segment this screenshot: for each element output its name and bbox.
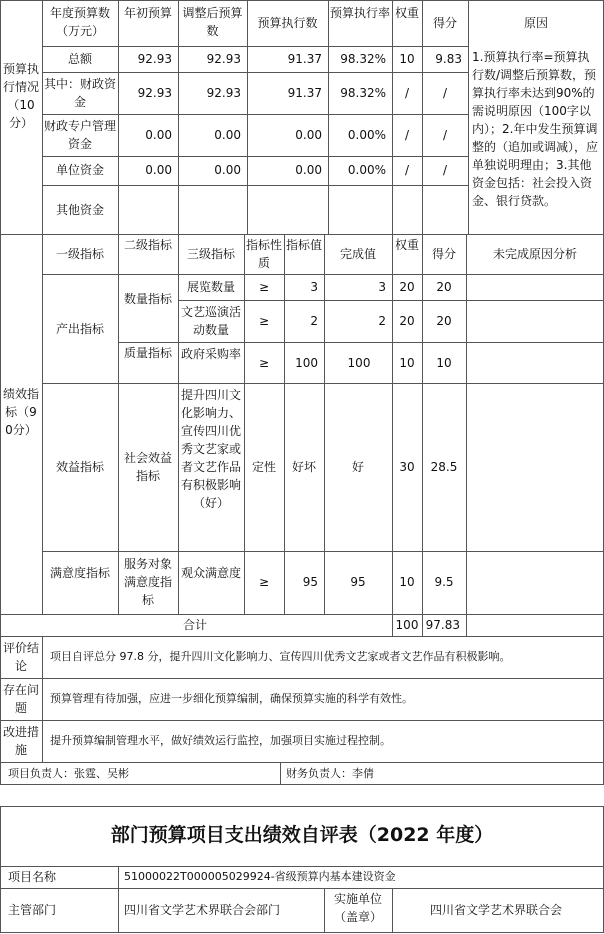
budget-section-label: 预算执行情况（10分） xyxy=(2,62,39,130)
budget-rate: 0.00% xyxy=(347,163,386,177)
header-weight: 权重 xyxy=(394,238,419,252)
budget-adjusted: 92.93 xyxy=(206,52,241,66)
total-score: 97.83 xyxy=(425,618,460,632)
output-level1: 产出指标 xyxy=(55,322,104,336)
issues-label: 存在问题 xyxy=(2,683,39,715)
finance-lead: 财务负责人：李倩 xyxy=(286,767,374,780)
project-name: 51000022T000005029924-省级预算内基本建设资金 xyxy=(124,870,396,883)
measures-label: 改进措施 xyxy=(2,725,39,757)
indicator-weight: 20 xyxy=(399,280,415,294)
budget-adjusted: 92.93 xyxy=(206,86,241,100)
budget-row-label: 总额 xyxy=(67,52,92,66)
budget-weight: / xyxy=(404,128,410,142)
budget-initial: 0.00 xyxy=(145,128,172,142)
header-actual: 完成值 xyxy=(339,247,376,261)
dept-label: 主管部门 xyxy=(8,903,57,917)
satisfaction-weight: 10 xyxy=(399,575,415,589)
header-weight: 权重 xyxy=(394,6,419,20)
satisfaction-target: 95 xyxy=(302,575,318,589)
benefit-target: 好坏 xyxy=(291,460,316,474)
indicator-actual: 3 xyxy=(378,280,386,294)
project-lead: 项目负责人：张霆、吴彬 xyxy=(8,767,129,780)
header-initial-budget: 年初预算 xyxy=(123,6,172,20)
conclusion-label: 评价结论 xyxy=(2,641,39,673)
budget-rate: 98.32% xyxy=(340,86,386,100)
satisfaction-score: 9.5 xyxy=(434,575,454,589)
header-level1: 一级指标 xyxy=(55,247,104,261)
budget-score: / xyxy=(442,163,448,177)
header-score: 得分 xyxy=(432,16,457,30)
indicator-actual: 2 xyxy=(378,314,386,328)
output-quality: 质量指标 xyxy=(123,346,172,360)
indicator-level3: 展览数量 xyxy=(186,280,235,294)
benefit-level3: 提升四川文化影响力、宣传四川优秀文艺家或者文艺作品有积极影响（好） xyxy=(180,388,241,510)
header-executed: 预算执行数 xyxy=(257,16,318,30)
header-level3: 三级指标 xyxy=(186,247,235,261)
budget-rate: 0.00% xyxy=(347,128,386,142)
budget-score: / xyxy=(442,86,448,100)
benefit-nature: 定性 xyxy=(251,460,276,474)
budget-executed: 0.00 xyxy=(295,163,322,177)
header-execution-rate: 预算执行率 xyxy=(330,6,391,20)
budget-initial: 92.93 xyxy=(137,86,172,100)
dept-name: 四川省文学艺术界联合会部门 xyxy=(124,903,281,917)
budget-executed: 91.37 xyxy=(287,52,322,66)
header-level2: 二级指标 xyxy=(123,238,172,252)
total-label: 合计 xyxy=(182,618,207,632)
header-target: 指标值 xyxy=(286,238,323,252)
total-weight: 100 xyxy=(395,618,419,632)
indicator-target: 3 xyxy=(310,280,318,294)
budget-row-label: 其中：财政资金 xyxy=(44,77,117,109)
indicator-actual: 100 xyxy=(347,356,371,370)
header-score: 得分 xyxy=(431,247,456,261)
budget-row-label: 其他资金 xyxy=(55,203,104,217)
budget-initial: 0.00 xyxy=(145,163,172,177)
project-name-label: 项目名称 xyxy=(8,870,57,884)
header-analysis: 未完成原因分析 xyxy=(492,247,577,261)
budget-adjusted: 0.00 xyxy=(214,128,241,142)
budget-weight: / xyxy=(404,86,410,100)
budget-rate: 98.32% xyxy=(340,52,386,66)
satisfaction-level3: 观众满意度 xyxy=(180,566,241,580)
header-reason: 原因 xyxy=(523,16,548,30)
budget-executed: 91.37 xyxy=(287,86,322,100)
benefit-level1: 效益指标 xyxy=(55,460,104,474)
indicator-weight: 20 xyxy=(399,314,415,328)
header-annual-budget: 年度预算数（万元） xyxy=(49,6,110,38)
impl-label: 实施单位（盖章） xyxy=(333,892,382,924)
satisfaction-nature: ≥ xyxy=(258,575,270,589)
budget-initial: 92.93 xyxy=(137,52,172,66)
indicator-nature: ≥ xyxy=(258,280,270,294)
satisfaction-level2: 服务对象满意度指标 xyxy=(123,557,172,607)
budget-weight: 10 xyxy=(399,52,415,66)
header-nature: 指标性质 xyxy=(246,238,283,270)
budget-weight: / xyxy=(404,163,410,177)
budget-row-label: 单位资金 xyxy=(55,163,104,177)
indicator-level3: 政府采购率 xyxy=(180,347,241,361)
indicator-target: 100 xyxy=(295,356,318,370)
budget-score: 9.83 xyxy=(435,52,462,66)
impl-name: 四川省文学艺术界联合会 xyxy=(430,903,563,917)
satisfaction-actual: 95 xyxy=(350,575,366,589)
budget-reason-text: 1.预算执行率=预算执行数/调整后预算数，预算执行率未达到90%的需说明原因（100字以内）；2.年中发生预算调整的（追加或调减），应单独说明理由；3.其他资金包括：社会投入资金、银行贷款。 xyxy=(472,50,599,208)
indicator-score: 20 xyxy=(436,314,452,328)
budget-score: / xyxy=(442,128,448,142)
indicator-weight: 10 xyxy=(399,356,415,370)
budget-adjusted: 0.00 xyxy=(214,163,241,177)
benefit-weight: 30 xyxy=(399,460,415,474)
benefit-level2: 社会效益指标 xyxy=(123,451,172,483)
indicator-target: 2 xyxy=(310,314,318,328)
benefit-score: 28.5 xyxy=(430,460,458,474)
output-quantity: 数量指标 xyxy=(123,292,172,306)
measures-text: 提升预算编制管理水平，做好绩效运行监控，加强项目实施过程控制。 xyxy=(50,734,391,747)
indicator-level3: 文艺巡演活动数量 xyxy=(180,305,241,337)
benefit-actual: 好 xyxy=(351,460,364,474)
budget-executed: 0.00 xyxy=(295,128,322,142)
indicator-score: 10 xyxy=(436,356,452,370)
header-adjusted-budget: 调整后预算数 xyxy=(182,6,243,38)
budget-row-label: 财政专户管理资金 xyxy=(44,119,117,151)
indicator-nature: ≥ xyxy=(258,314,270,328)
indicator-score: 20 xyxy=(436,280,452,294)
performance-section-label: 绩效指标（90分） xyxy=(2,387,39,437)
conclusion-text: 项目自评总分 97.8 分，提升四川文化影响力、宣传四川优秀文艺家或者文艺作品有积极影响。 xyxy=(50,650,511,663)
issues-text: 预算管理有待加强，应进一步细化预算编制，确保预算实施的科学有效性。 xyxy=(50,692,413,705)
indicator-nature: ≥ xyxy=(258,356,270,370)
satisfaction-level1: 满意度指标 xyxy=(49,566,110,580)
form-title: 部门预算项目支出绩效自评表（2022 年度） xyxy=(110,824,494,846)
